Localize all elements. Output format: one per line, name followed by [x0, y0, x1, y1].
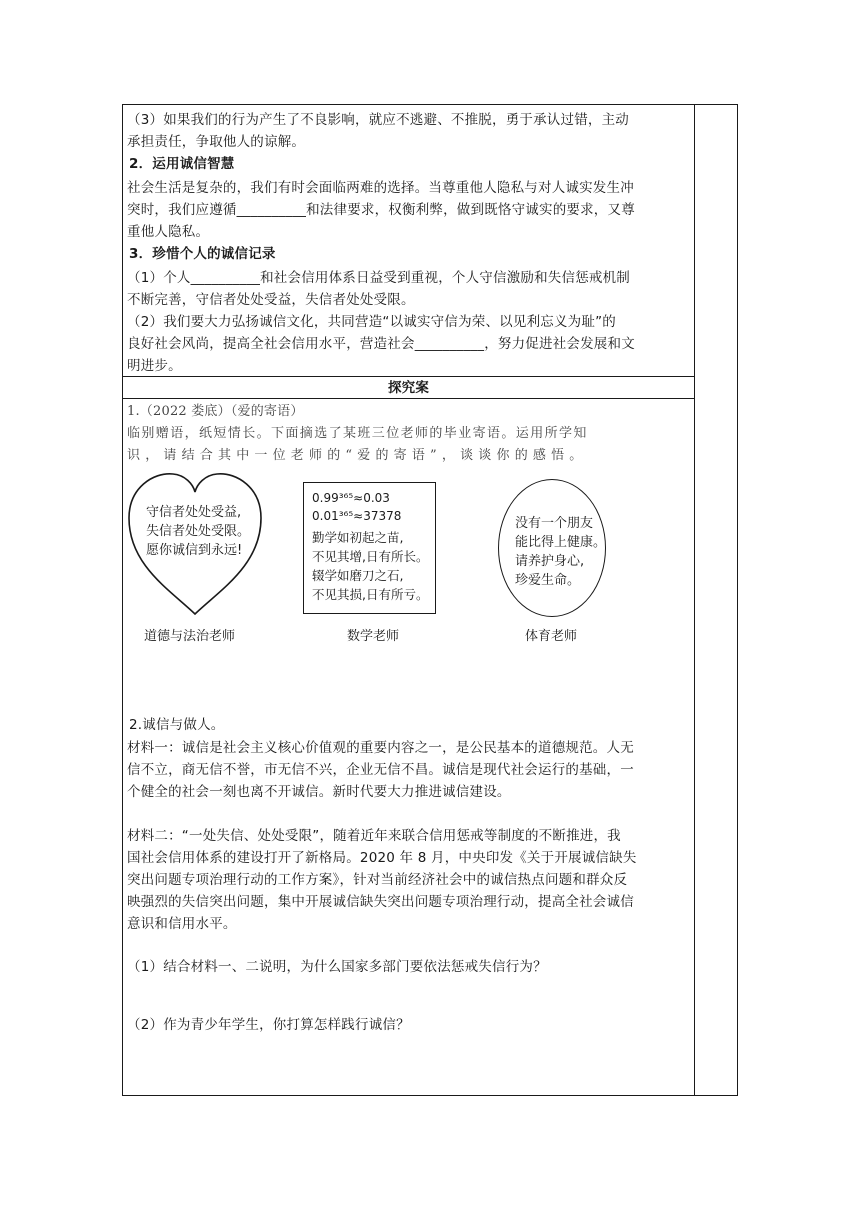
table-border-right [737, 104, 738, 1096]
heading-3: 3．珍惜个人的诚信记录 [129, 246, 276, 262]
table-border-left [122, 104, 123, 1096]
math-line-2: 不见其增,日有所长。 [312, 549, 429, 564]
p3-line1: （3）如果我们的行为产生了不良影响，就应不逃避、不推脱，勇于承认过错，主动 [127, 112, 629, 128]
p3-line2: 承担责任，争取他人的谅解。 [127, 134, 306, 150]
sub-question-1: （1）结合材料一、二说明，为什么国家多部门要依法惩戒失信行为？ [127, 959, 547, 975]
heart-line-1: 守信者处处受益, [146, 505, 242, 520]
p-line1: 社会生活是复杂的，我们有时会面临两难的选择。当尊重他人隐私与对人诚实发生冲 [127, 180, 634, 196]
heart-line-2: 失信者处处受限。 [146, 524, 251, 539]
m2-line4: 映强烈的失信突出问题，集中开展诚信缺失突出问题专项治理行动，提高全社会诚信 [127, 894, 634, 910]
m2-line5: 意识和信用水平。 [127, 916, 237, 932]
math-caption: 数学老师 [347, 629, 400, 644]
heart-line-3: 愿你诚信到永远! [146, 543, 243, 558]
math-line-3: 辍学如磨刀之石, [312, 568, 404, 583]
m1-line1: 材料一：诚信是社会主义核心价值观的重要内容之一，是公民基本的道德规范。人无 [127, 740, 634, 756]
pe-line-1: 没有一个朋友 [515, 516, 594, 531]
table-border-middle [694, 104, 695, 1096]
p-line2: 突时，我们应遵循__________和法律要求，权衡利弊，做到既恪守诚实的要求，又尊 [127, 202, 635, 218]
q1-line2: 临别赠语，纸短情长。下面摘选了某班三位老师的毕业寄语。运用所学知 [127, 426, 588, 441]
q2-title: 2.诚信与做人。 [129, 717, 225, 733]
pe-line-4: 珍爱生命。 [515, 573, 581, 588]
pe-caption: 体育老师 [525, 629, 578, 644]
math-formula-2: 0.01³⁶⁵≈37378 [312, 509, 402, 523]
q1-line1: 1.（2022 娄底）（爱的寄语） [127, 404, 304, 419]
p1-line2: 不断完善，守信者处处受益，失信者处处受限。 [127, 292, 415, 308]
q1-line3: 识，请结合其中一位老师的“爱的寄语”，谈谈你的感悟。 [127, 448, 588, 463]
m2-line2: 国社会信用体系的建设打开了新格局。2020 年 8 月，中央印发《关于开展诚信缺失 [127, 850, 637, 866]
p1-line1: （1）个人__________和社会信用体系日益受到重视，个人守信激励和失信惩戒机制 [127, 270, 630, 286]
table-border-bottom [122, 1095, 738, 1096]
heading-2: 2．运用诚信智慧 [129, 156, 235, 172]
m2-line3: 突出问题专项治理行动的工作方案》，针对当前经济社会中的诚信热点问题和群众反 [127, 872, 628, 888]
m1-line3: 个健全的社会一刻也离不开诚信。新时代要大力推进诚信建设。 [127, 784, 511, 800]
math-line-4: 不见其损,日有所亏。 [312, 587, 429, 602]
explore-header: 探究案 [387, 380, 430, 396]
table-border-top [122, 104, 738, 105]
pe-line-3: 请养护身心, [515, 554, 585, 569]
p2-line1: （2）我们要大力弘扬诚信文化，共同营造“以诚实守信为荣、以见利忘义为耻”的 [127, 314, 616, 330]
heart-caption: 道德与法治老师 [144, 629, 236, 644]
p2-line3: 明进步。 [127, 358, 182, 374]
p-line3: 重他人隐私。 [127, 224, 210, 240]
pe-line-2: 能比得上健康。 [515, 535, 607, 550]
p2-line2: 良好社会风尚，提高全社会信用水平，营造社会__________，努力促进社会发展和文 [127, 336, 635, 352]
math-line-1: 勤学如初起之苗, [312, 530, 404, 545]
m2-line1: 材料二：“一处失信、处处受限”，随着近年来联合信用惩戒等制度的不断推进，我 [127, 828, 621, 844]
sub-question-2: （2）作为青少年学生，你打算怎样践行诚信？ [127, 1017, 410, 1033]
math-formula-1: 0.99³⁶⁵≈0.03 [312, 491, 390, 505]
m1-line2: 信不立，商无信不誉，市无信不兴，企业无信不昌。诚信是现代社会运行的基础，一 [127, 762, 634, 778]
